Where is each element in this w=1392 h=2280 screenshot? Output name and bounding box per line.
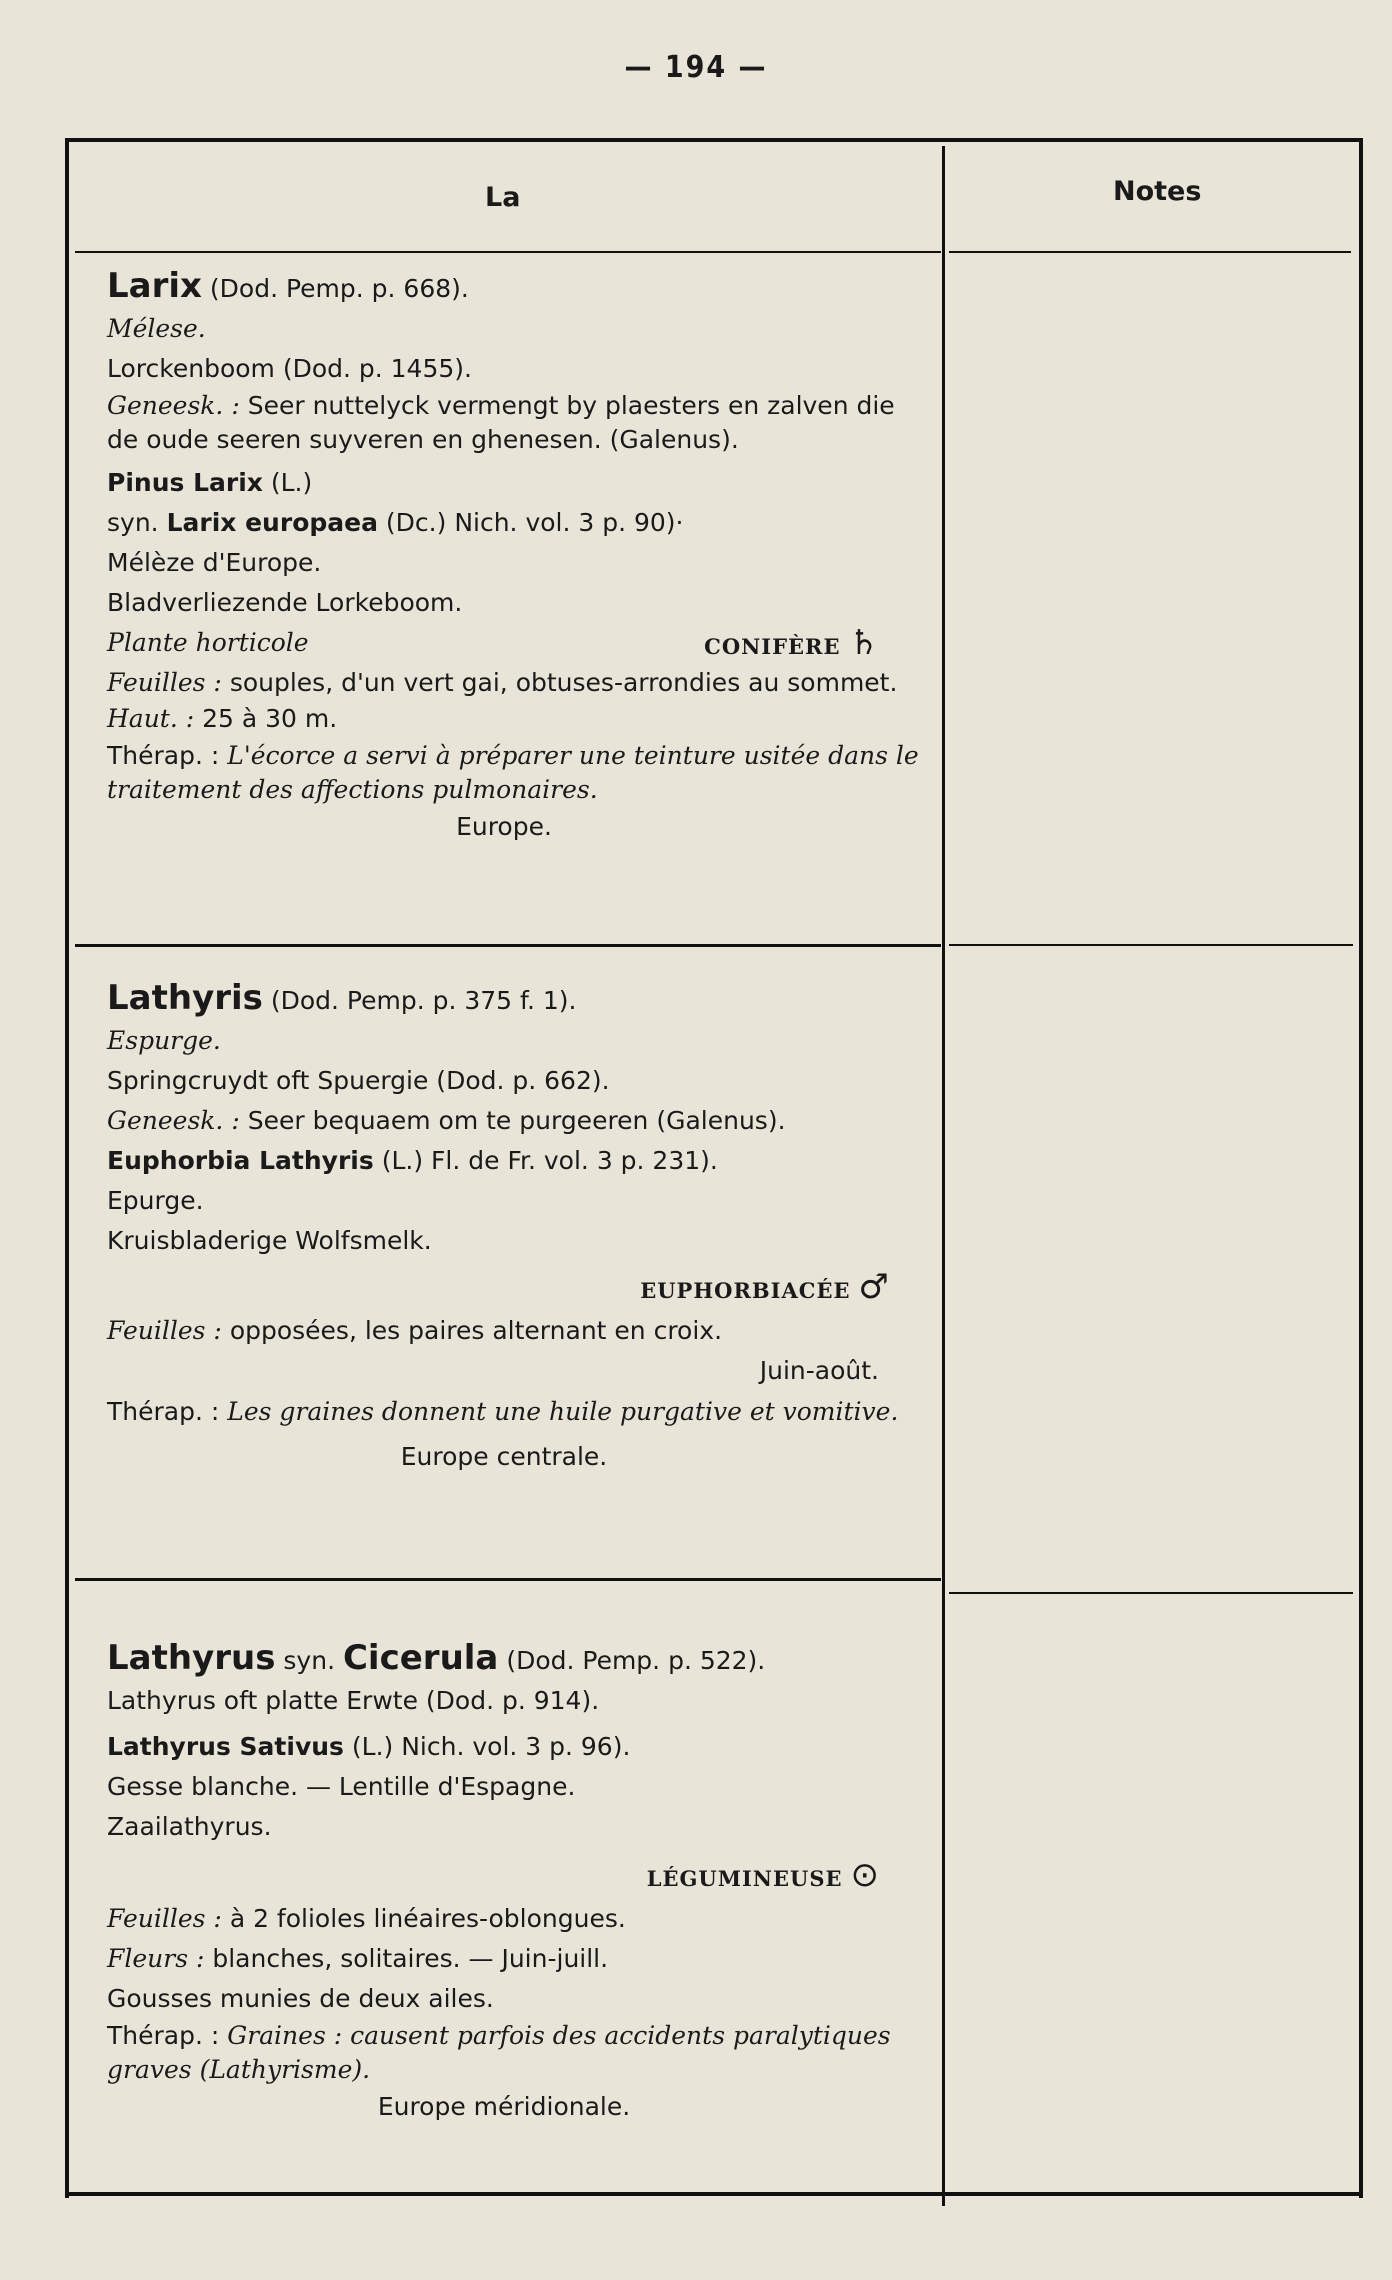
column-header-la: La bbox=[485, 182, 521, 213]
male-symbol-icon: ♂ bbox=[858, 1267, 889, 1307]
old-name: Espurge. bbox=[107, 1026, 221, 1055]
syn-prefix: syn. bbox=[107, 508, 159, 537]
family-name: EUPHORBIACÉE bbox=[640, 1278, 851, 1303]
page-number: — 194 — bbox=[624, 50, 768, 85]
region: Europe méridionale. bbox=[377, 2092, 631, 2121]
synonym-name: Larix europaea bbox=[166, 508, 378, 537]
feuilles-text: opposées, les paires alternant en croix. bbox=[229, 1316, 723, 1345]
entry-lathyrus bbox=[89, 1638, 919, 2127]
row-divider-2-left bbox=[75, 1578, 941, 1581]
synonym-reference: (Dc.) Nich. vol. 3 p. 90)· bbox=[385, 508, 684, 537]
table-bottom-border bbox=[65, 2192, 1363, 2196]
scientific-name: Lathyrus Sativus bbox=[107, 1732, 344, 1761]
geneesk-text: Seer nuttelyck vermengt by plaesters en zalven die de oude seeren suyveren en ghenesen. (Galenus). bbox=[107, 391, 895, 454]
table-left-border bbox=[65, 138, 69, 2198]
common-name-french: Gesse blanche. — Lentille d'Espagne. bbox=[107, 1772, 576, 1801]
genus-reference: (Dod. Pemp. p. 668). bbox=[209, 274, 469, 303]
old-name-dutch: Springcruydt oft Spuergie (Dod. p. 662). bbox=[107, 1066, 610, 1095]
flowering-period: Juin-août. bbox=[759, 1356, 879, 1385]
haut-label: Haut. : bbox=[107, 704, 195, 733]
therap-label: Thérap. : bbox=[107, 741, 220, 770]
geneesk-text: Seer bequaem om te purgeeren (Galenus). bbox=[247, 1106, 786, 1135]
common-name-french: Mélèze d'Europe. bbox=[107, 548, 322, 577]
genus-name: Larix bbox=[107, 266, 202, 306]
feuilles-label: Feuilles : bbox=[107, 1316, 222, 1345]
common-name-french: Epurge. bbox=[107, 1186, 204, 1215]
therap-label: Thérap. : bbox=[107, 1397, 220, 1426]
feuilles-label: Feuilles : bbox=[107, 1904, 222, 1933]
genus-reference: (Dod. Pemp. p. 522). bbox=[506, 1646, 766, 1675]
family-name: LÉGUMINEUSE bbox=[646, 1866, 843, 1891]
genus-name: Lathyris bbox=[107, 978, 263, 1018]
common-name-dutch: Zaailathyrus. bbox=[107, 1812, 272, 1841]
scientific-reference: (L.) Fl. de Fr. vol. 3 p. 231). bbox=[381, 1146, 718, 1175]
old-name-dutch: Lorckenboom (Dod. p. 1455). bbox=[107, 354, 472, 383]
feuilles-text: souples, d'un vert gai, obtuses-arrondies au sommet. bbox=[229, 668, 898, 697]
common-name-dutch: Kruisbladerige Wolfsmelk. bbox=[107, 1226, 432, 1255]
row-divider-1-left bbox=[75, 944, 941, 947]
column-header-notes: Notes bbox=[1113, 176, 1202, 207]
syn-prefix: syn. bbox=[283, 1646, 336, 1675]
common-name-dutch: Bladverliezende Lorkeboom. bbox=[107, 588, 463, 617]
feuilles-text: à 2 folioles linéaires-oblongues. bbox=[229, 1904, 626, 1933]
herbal-table bbox=[65, 138, 1363, 2198]
scientific-authority: (L.) bbox=[270, 468, 313, 497]
table-right-border bbox=[1359, 138, 1363, 2198]
annual-symbol-icon: ⊙ bbox=[850, 1855, 879, 1895]
header-divider-left bbox=[75, 251, 941, 253]
column-divider bbox=[942, 146, 945, 2206]
old-name-dutch: Lathyrus oft platte Erwte (Dod. p. 914). bbox=[107, 1686, 600, 1715]
therap-paren: (Lathyrisme). bbox=[199, 2055, 371, 2084]
row-divider-2-right bbox=[949, 1592, 1353, 1594]
family-name: CONIFÈRE bbox=[704, 634, 841, 659]
therap-text: Les graines donnent une huile purgative et vomitive. bbox=[227, 1397, 899, 1426]
region: Europe centrale. bbox=[400, 1442, 608, 1471]
header-divider-right bbox=[949, 251, 1351, 253]
entry-larix bbox=[89, 266, 919, 847]
fleurs-text: blanches, solitaires. — Juin-juill. bbox=[212, 1944, 609, 1973]
geneesk-label: Geneesk. : bbox=[107, 391, 240, 420]
entry-lathyris bbox=[89, 978, 919, 1477]
scientific-name: Pinus Larix bbox=[107, 468, 263, 497]
scientific-name: Euphorbia Lathyris bbox=[107, 1146, 374, 1175]
therap-text: L'écorce a servi à préparer une teinture usitée dans le traitement des affections pulmonaires. bbox=[107, 741, 919, 804]
category: Plante horticole bbox=[107, 628, 309, 657]
therap-label: Thérap. : bbox=[107, 2021, 220, 2050]
feuilles-label: Feuilles : bbox=[107, 668, 222, 697]
saturn-symbol-icon: ♄ bbox=[848, 623, 879, 663]
gousses-text: Gousses munies de deux ailes. bbox=[107, 1984, 494, 2013]
table-top-border bbox=[65, 138, 1363, 142]
synonym-genus: Cicerula bbox=[342, 1638, 499, 1678]
geneesk-label: Geneesk. : bbox=[107, 1106, 240, 1135]
genus-reference: (Dod. Pemp. p. 375 f. 1). bbox=[270, 986, 577, 1015]
row-divider-1-right bbox=[949, 944, 1353, 946]
genus-name: Lathyrus bbox=[107, 1638, 276, 1678]
fleurs-label: Fleurs : bbox=[107, 1944, 205, 1973]
haut-text: 25 à 30 m. bbox=[202, 704, 338, 733]
region: Europe. bbox=[456, 812, 552, 841]
therap-lead: Graines : bbox=[227, 2021, 343, 2050]
scientific-reference: (L.) Nich. vol. 3 p. 96). bbox=[351, 1732, 631, 1761]
therap-text: causent parfois des accidents paralytiques graves bbox=[107, 2021, 891, 2084]
old-name: Mélese. bbox=[107, 314, 206, 343]
